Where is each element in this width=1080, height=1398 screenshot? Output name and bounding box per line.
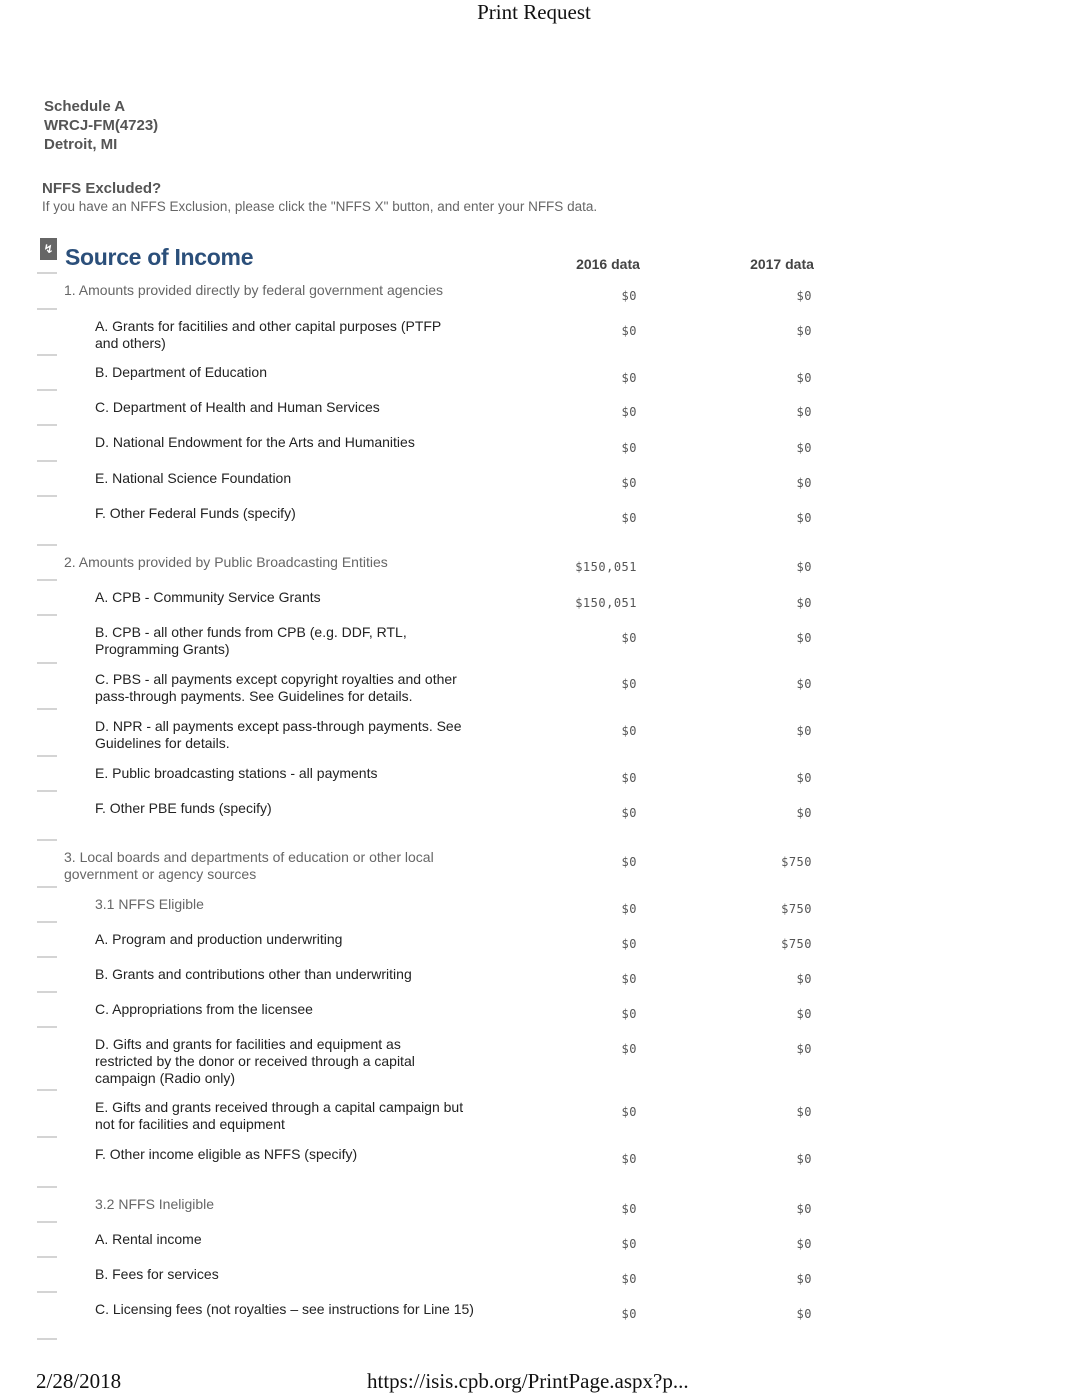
value-2016: $0 — [621, 1007, 637, 1021]
row-label: F. Other Federal Funds (specify) — [95, 505, 296, 521]
value-2016: $0 — [621, 476, 637, 490]
schedule-info — [44, 97, 158, 154]
value-2017: $0 — [796, 596, 812, 610]
schedule-name: Schedule A — [44, 98, 126, 115]
row-divider — [37, 1256, 57, 1258]
column-header-2016: 2016 data — [576, 256, 640, 272]
value-2016: $0 — [621, 1105, 637, 1119]
value-2017: $750 — [781, 937, 812, 951]
row-divider — [37, 544, 57, 546]
value-2017: $0 — [796, 441, 812, 455]
value-2017: $0 — [796, 631, 812, 645]
value-2017: $750 — [781, 902, 812, 916]
value-2016: $150,051 — [575, 596, 637, 610]
value-2016: $0 — [621, 806, 637, 820]
row-divider — [37, 495, 57, 497]
row-label: B. Fees for services — [95, 1266, 219, 1282]
row-label: C. Appropriations from the licensee — [95, 1001, 313, 1017]
row-divider — [37, 1221, 57, 1223]
row-label: 1. Amounts provided directly by federal government agencies — [64, 282, 443, 298]
value-2017: $0 — [796, 1007, 812, 1021]
value-2016: $150,051 — [575, 560, 637, 574]
row-divider — [37, 839, 57, 841]
value-2016: $0 — [621, 972, 637, 986]
station-id: WRCJ-FM(4723) — [44, 117, 159, 134]
footer-url: https://isis.cpb.org/PrintPage.aspx?p... — [367, 1369, 689, 1393]
nffs-excluded-description: If you have an NFFS Exclusion, please click the "NFFS X" button, and enter your NFFS data. — [42, 199, 598, 214]
row-label: A. Grants for facitilies and other capital purposes (PTFP and others) — [95, 318, 442, 351]
row-label: 3.2 NFFS Ineligible — [95, 1196, 215, 1212]
value-2017: $0 — [796, 476, 812, 490]
row-divider — [37, 790, 57, 792]
row-label: F. Other PBE funds (specify) — [95, 800, 272, 816]
value-2016: $0 — [621, 1202, 637, 1216]
row-label: B. CPB - all other funds from CPB (e.g. DDF, RTL, Programming Grants) — [95, 624, 407, 657]
footer-date: 2/28/2018 — [36, 1369, 122, 1393]
nffs-excluded-title: NFFS Excluded? — [42, 180, 162, 197]
value-2016: $0 — [621, 1152, 637, 1166]
column-header-2017: 2017 data — [750, 256, 814, 272]
row-label: C. Licensing fees (not royalties – see instructions for Line 15) — [95, 1301, 474, 1317]
row-label: D. National Endowment for the Arts and Humanities — [95, 434, 415, 450]
row-label: B. Department of Education — [95, 364, 267, 380]
row-divider — [37, 886, 57, 888]
value-2016: $0 — [621, 937, 637, 951]
row-label: D. NPR - all payments except pass-through payments. See Guidelines for details. — [95, 718, 462, 751]
row-divider — [37, 389, 57, 391]
value-2017: $0 — [796, 1272, 812, 1286]
row-divider — [37, 1291, 57, 1293]
value-2016: $0 — [621, 855, 637, 869]
row-divider — [37, 991, 57, 993]
value-2017: $0 — [796, 560, 812, 574]
row-label: C. Department of Health and Human Services — [95, 399, 380, 415]
row-divider — [37, 755, 57, 757]
value-2017: $750 — [781, 855, 812, 869]
value-2017: $0 — [796, 1105, 812, 1119]
value-2017: $0 — [796, 511, 812, 525]
value-2017: $0 — [796, 1042, 812, 1056]
row-divider — [37, 956, 57, 958]
row-label: B. Grants and contributions other than underwriting — [95, 966, 412, 982]
value-2016: $0 — [621, 1237, 637, 1251]
row-divider — [37, 579, 57, 581]
row-divider — [37, 1338, 57, 1340]
document-icon: ↯ — [40, 238, 57, 260]
value-2016: $0 — [621, 511, 637, 525]
value-2016: $0 — [621, 371, 637, 385]
value-2016: $0 — [621, 1042, 637, 1056]
row-divider — [37, 308, 57, 310]
row-divider — [37, 1026, 57, 1028]
value-2016: $0 — [621, 1272, 637, 1286]
row-divider — [37, 460, 57, 462]
value-2017: $0 — [796, 771, 812, 785]
row-divider — [37, 1136, 57, 1138]
value-2016: $0 — [621, 289, 637, 303]
row-label: D. Gifts and grants for facilities and equipment as restricted by the donor or received through a capital campaign (Radio only) — [95, 1036, 415, 1086]
row-label: F. Other income eligible as NFFS (specify) — [95, 1146, 358, 1162]
row-label: A. Program and production underwriting — [95, 931, 343, 947]
row-label: 3. Local boards and departments of education or other local government or agency sources — [64, 849, 434, 882]
value-2017: $0 — [796, 289, 812, 303]
row-label: E. Public broadcasting stations - all payments — [95, 765, 378, 781]
row-label: C. PBS - all payments except copyright royalties and other pass-through payments. See Guidelines for details. — [95, 671, 457, 704]
value-2016: $0 — [621, 405, 637, 419]
value-2016: $0 — [621, 324, 637, 338]
value-2017: $0 — [796, 324, 812, 338]
row-label: E. National Science Foundation — [95, 470, 292, 486]
row-label: A. CPB - Community Service Grants — [95, 589, 321, 605]
row-divider — [37, 662, 57, 664]
section-title: Source of Income — [65, 244, 254, 270]
row-divider — [37, 614, 57, 616]
value-2016: $0 — [621, 631, 637, 645]
value-2016: $0 — [621, 771, 637, 785]
value-2017: $0 — [796, 1202, 812, 1216]
value-2016: $0 — [621, 677, 637, 691]
value-2016: $0 — [621, 441, 637, 455]
value-2017: $0 — [796, 405, 812, 419]
value-2016: $0 — [621, 1307, 637, 1321]
row-divider — [37, 921, 57, 923]
value-2017: $0 — [796, 1237, 812, 1251]
station-location: Detroit, MI — [44, 136, 118, 153]
value-2017: $0 — [796, 1152, 812, 1166]
row-divider — [37, 1186, 57, 1188]
row-divider — [37, 1089, 57, 1091]
row-label: A. Rental income — [95, 1231, 202, 1247]
value-2017: $0 — [796, 724, 812, 738]
value-2017: $0 — [796, 677, 812, 691]
row-divider — [37, 354, 57, 356]
row-divider — [37, 424, 57, 426]
row-label: 3.1 NFFS Eligible — [95, 896, 204, 912]
row-label: 2. Amounts provided by Public Broadcasting Entities — [64, 554, 388, 570]
row-divider — [37, 708, 57, 710]
print-title: Print Request — [477, 0, 591, 24]
row-divider — [37, 272, 57, 274]
row-label: E. Gifts and grants received through a capital campaign but not for facilities and equipment — [95, 1099, 464, 1132]
value-2017: $0 — [796, 806, 812, 820]
value-2017: $0 — [796, 972, 812, 986]
value-2017: $0 — [796, 371, 812, 385]
value-2016: $0 — [621, 724, 637, 738]
value-2016: $0 — [621, 902, 637, 916]
value-2017: $0 — [796, 1307, 812, 1321]
